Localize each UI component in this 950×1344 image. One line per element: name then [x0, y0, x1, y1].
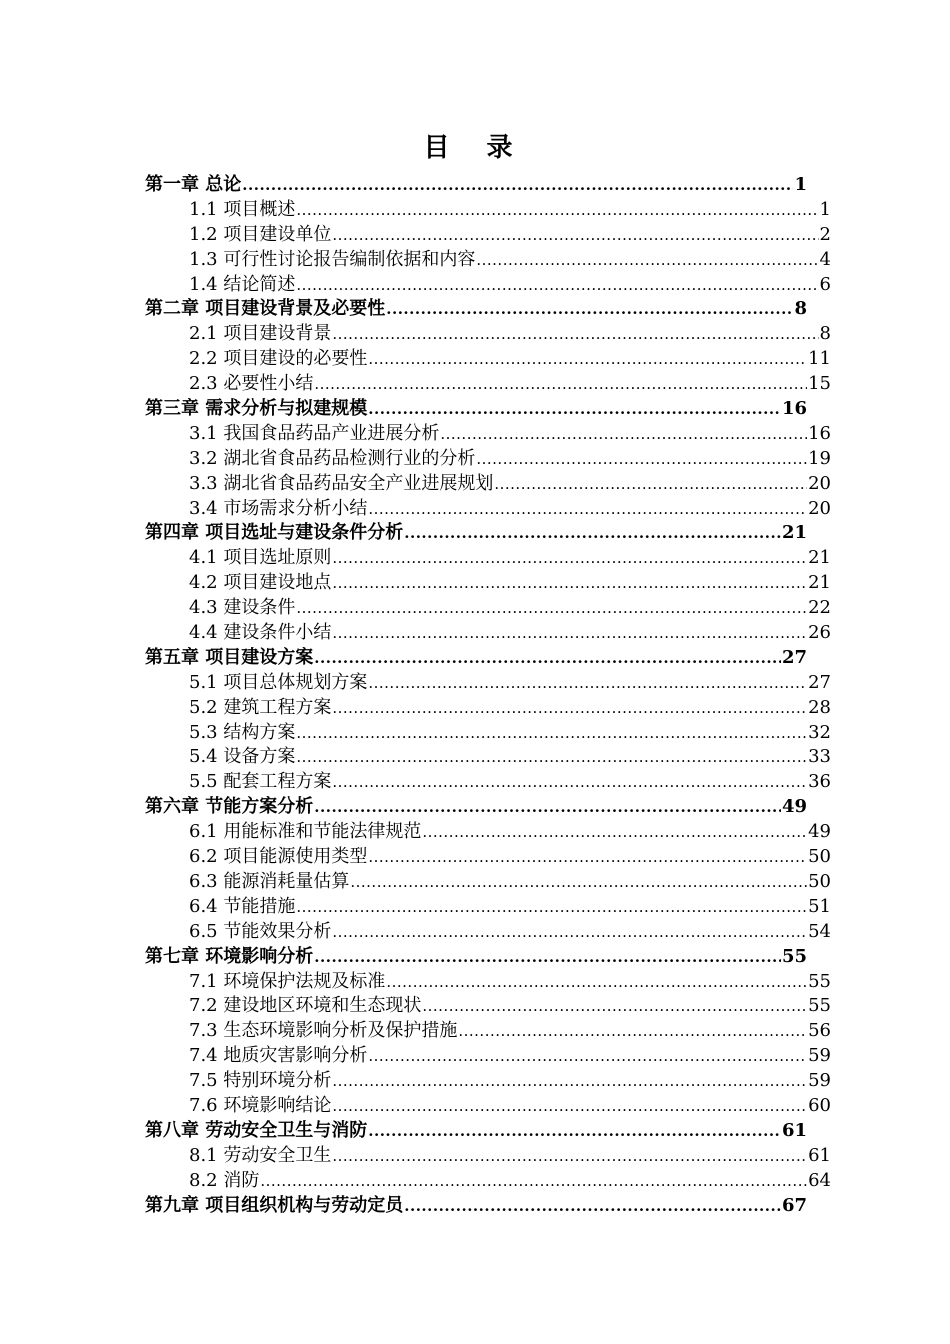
toc-entry-page-number: 59	[808, 1045, 831, 1067]
toc-entry-label: 4.3 建设条件	[189, 597, 296, 619]
dot-leader	[296, 721, 807, 746]
toc-entry-label: 1.1 项目概述	[189, 198, 296, 220]
toc-entry-page-number: 8	[819, 323, 831, 345]
toc-entry-page-number: 33	[808, 746, 831, 768]
dot-leader	[296, 273, 818, 298]
dot-leader	[368, 1119, 781, 1144]
page-title: 目 录	[423, 133, 527, 163]
toc-entry-page-number: 21	[808, 572, 831, 594]
toc-entry-page-number: 55	[781, 945, 807, 967]
toc-entry-page-number: 50	[808, 870, 831, 892]
dot-leader	[350, 870, 807, 895]
toc-entry-page-number: 21	[781, 522, 807, 544]
toc-section-entry[interactable]	[145, 422, 831, 447]
dot-leader	[296, 745, 807, 770]
dot-leader	[404, 1194, 781, 1219]
dot-leader	[296, 198, 818, 223]
toc-section-entry[interactable]	[145, 721, 831, 746]
toc-entry-page-number: 4	[819, 248, 831, 270]
toc-entry-label: 7.4 地质灾害影响分析	[189, 1045, 368, 1067]
toc-entry-label: 1.2 项目建设单位	[189, 223, 332, 245]
dot-leader	[260, 1169, 807, 1194]
toc-section-entry[interactable]	[145, 571, 831, 596]
toc-entry-page-number: 67	[781, 1194, 807, 1216]
toc-section-entry[interactable]	[145, 1019, 831, 1044]
toc-section-entry[interactable]	[145, 347, 831, 372]
toc-section-entry[interactable]	[145, 820, 831, 845]
toc-entry-label: 1.4 结论简述	[189, 273, 296, 295]
toc-entry-label: 第九章 项目组织机构与劳动定员	[145, 1194, 404, 1216]
toc-section-entry[interactable]	[145, 845, 831, 870]
toc-chapter-entry[interactable]	[145, 173, 807, 198]
toc-chapter-entry[interactable]	[145, 521, 807, 546]
toc-entry-label: 8.2 消防	[189, 1169, 260, 1191]
dot-leader	[422, 820, 807, 845]
toc-entry-page-number: 15	[808, 373, 831, 395]
toc-entry-page-number: 60	[808, 1094, 831, 1116]
toc-section-entry[interactable]	[145, 671, 831, 696]
toc-entry-page-number: 32	[808, 721, 831, 743]
toc-entry-page-number: 56	[808, 1020, 831, 1042]
toc-entry-label: 第三章 需求分析与拟建规模	[145, 398, 368, 420]
toc-entry-label: 第六章 节能方案分析	[145, 796, 314, 818]
toc-entry-label: 7.6 环境影响结论	[189, 1094, 332, 1116]
toc-chapter-entry[interactable]	[145, 1119, 807, 1144]
table-of-contents	[145, 173, 831, 1218]
toc-entry-label: 6.5 节能效果分析	[189, 920, 332, 942]
dot-leader	[332, 322, 818, 347]
toc-chapter-entry[interactable]	[145, 1194, 807, 1219]
toc-entry-page-number: 64	[808, 1169, 831, 1191]
toc-entry-label: 6.3 能源消耗量估算	[189, 870, 350, 892]
toc-entry-label: 2.3 必要性小结	[189, 373, 314, 395]
dot-leader	[494, 472, 807, 497]
toc-chapter-entry[interactable]	[145, 397, 807, 422]
toc-entry-page-number: 61	[781, 1119, 807, 1141]
toc-section-entry[interactable]	[145, 372, 831, 397]
dot-leader	[368, 1044, 807, 1069]
toc-entry-label: 3.3 湖北省食品药品安全产业进展规划	[189, 472, 494, 494]
dot-leader	[476, 248, 818, 273]
toc-entry-page-number: 36	[808, 771, 831, 793]
toc-section-entry[interactable]	[145, 546, 831, 571]
toc-section-entry[interactable]	[145, 497, 831, 522]
toc-chapter-entry[interactable]	[145, 646, 807, 671]
toc-entry-label: 2.1 项目建设背景	[189, 323, 332, 345]
toc-entry-page-number: 20	[808, 472, 831, 494]
toc-entry-label: 7.2 建设地区环境和生态现状	[189, 995, 422, 1017]
toc-entry-page-number: 16	[781, 398, 807, 420]
dot-leader	[314, 372, 807, 397]
toc-entry-label: 第二章 项目建设背景及必要性	[145, 298, 386, 320]
toc-section-entry[interactable]	[145, 273, 831, 298]
toc-entry-page-number: 6	[819, 273, 831, 295]
toc-entry-page-number: 22	[808, 597, 831, 619]
toc-section-entry[interactable]	[145, 770, 831, 795]
dot-leader	[368, 845, 807, 870]
toc-section-entry[interactable]	[145, 223, 831, 248]
toc-entry-page-number: 54	[808, 920, 831, 942]
toc-section-entry[interactable]	[145, 621, 831, 646]
toc-entry-page-number: 21	[808, 547, 831, 569]
toc-entry-label: 3.1 我国食品药品产业进展分析	[189, 422, 440, 444]
toc-section-entry[interactable]	[145, 1144, 831, 1169]
toc-entry-page-number: 16	[808, 422, 831, 444]
toc-entry-label: 5.4 设备方案	[189, 746, 296, 768]
toc-section-entry[interactable]	[145, 745, 831, 770]
dot-leader	[296, 895, 807, 920]
dot-leader	[386, 970, 807, 995]
toc-section-entry[interactable]	[145, 447, 831, 472]
toc-entry-label: 1.3 可行性讨论报告编制依据和内容	[189, 248, 476, 270]
toc-entry-page-number: 61	[808, 1144, 831, 1166]
toc-entry-page-number: 8	[794, 298, 807, 320]
toc-entry-label: 5.3 结构方案	[189, 721, 296, 743]
toc-entry-page-number: 55	[808, 970, 831, 992]
toc-chapter-entry[interactable]	[145, 297, 807, 322]
dot-leader	[440, 422, 807, 447]
dot-leader	[368, 397, 781, 422]
dot-leader	[314, 945, 781, 970]
dot-leader	[332, 696, 807, 721]
dot-leader	[332, 546, 807, 571]
toc-entry-page-number: 19	[808, 447, 831, 469]
toc-section-entry[interactable]	[145, 1094, 831, 1119]
toc-entry-label: 2.2 项目建设的必要性	[189, 348, 368, 370]
toc-entry-label: 3.4 市场需求分析小结	[189, 497, 368, 519]
dot-leader	[332, 770, 807, 795]
toc-entry-page-number: 1	[794, 174, 807, 195]
toc-entry-label: 3.2 湖北省食品药品检测行业的分析	[189, 447, 476, 469]
toc-entry-label: 第四章 项目选址与建设条件分析	[145, 522, 404, 544]
toc-entry-label: 6.4 节能措施	[189, 895, 296, 917]
toc-entry-label: 第一章 总论	[145, 174, 242, 195]
dot-leader	[386, 297, 793, 322]
toc-entry-label: 4.2 项目建设地点	[189, 572, 332, 594]
toc-entry-page-number: 55	[808, 995, 831, 1017]
toc-entry-page-number: 27	[781, 646, 807, 668]
toc-entry-label: 5.1 项目总体规划方案	[189, 671, 368, 693]
toc-section-entry[interactable]	[145, 920, 831, 945]
toc-entry-label: 第七章 环境影响分析	[145, 945, 314, 967]
toc-section-entry[interactable]	[145, 895, 831, 920]
toc-entry-label: 6.1 用能标准和节能法律规范	[189, 821, 422, 843]
toc-chapter-entry[interactable]	[145, 945, 807, 970]
dot-leader	[476, 447, 807, 472]
dot-leader	[422, 994, 807, 1019]
toc-entry-page-number: 11	[808, 348, 831, 370]
toc-entry-label: 4.4 建设条件小结	[189, 622, 332, 644]
toc-entry-page-number: 49	[808, 821, 831, 843]
toc-entry-label: 7.5 特别环境分析	[189, 1070, 332, 1092]
dot-leader	[332, 1069, 807, 1094]
dot-leader	[332, 571, 807, 596]
dot-leader	[332, 621, 807, 646]
toc-entry-label: 7.1 环境保护法规及标准	[189, 970, 386, 992]
toc-entry-label: 第八章 劳动安全卫生与消防	[145, 1119, 368, 1141]
toc-section-entry[interactable]	[145, 696, 831, 721]
dot-leader	[242, 173, 793, 198]
toc-entry-page-number: 51	[808, 895, 831, 917]
toc-section-entry[interactable]	[145, 970, 831, 995]
toc-entry-page-number: 28	[808, 696, 831, 718]
dot-leader	[458, 1019, 807, 1044]
dot-leader	[314, 795, 781, 820]
dot-leader	[332, 1094, 807, 1119]
toc-section-entry[interactable]	[145, 248, 831, 273]
toc-section-entry[interactable]	[145, 472, 831, 497]
toc-entry-page-number: 1	[819, 198, 831, 220]
dot-leader	[332, 223, 818, 248]
toc-entry-label: 5.2 建筑工程方案	[189, 696, 332, 718]
toc-entry-page-number: 59	[808, 1070, 831, 1092]
toc-entry-page-number: 26	[808, 622, 831, 644]
dot-leader	[368, 347, 807, 372]
dot-leader	[314, 646, 781, 671]
toc-section-entry[interactable]	[145, 1169, 831, 1194]
toc-entry-label: 8.1 劳动安全卫生	[189, 1144, 332, 1166]
toc-section-entry[interactable]	[145, 322, 831, 347]
toc-entry-page-number: 27	[808, 671, 831, 693]
toc-section-entry[interactable]	[145, 1069, 831, 1094]
dot-leader	[368, 497, 807, 522]
dot-leader	[296, 596, 807, 621]
toc-entry-page-number: 20	[808, 497, 831, 519]
toc-entry-page-number: 50	[808, 846, 831, 868]
toc-entry-label: 4.1 项目选址原则	[189, 547, 332, 569]
toc-entry-label: 第五章 项目建设方案	[145, 646, 314, 668]
dot-leader	[332, 1144, 807, 1169]
dot-leader	[368, 671, 807, 696]
dot-leader	[332, 920, 807, 945]
toc-section-entry[interactable]	[145, 198, 831, 223]
toc-section-entry[interactable]	[145, 994, 831, 1019]
toc-entry-label: 6.2 项目能源使用类型	[189, 846, 368, 868]
toc-chapter-entry[interactable]	[145, 795, 807, 820]
toc-entry-label: 7.3 生态环境影响分析及保护措施	[189, 1020, 458, 1042]
toc-section-entry[interactable]	[145, 1044, 831, 1069]
toc-entry-label: 5.5 配套工程方案	[189, 771, 332, 793]
toc-section-entry[interactable]	[145, 596, 831, 621]
toc-entry-page-number: 49	[781, 796, 807, 818]
toc-entry-page-number: 2	[819, 223, 831, 245]
dot-leader	[404, 521, 781, 546]
toc-section-entry[interactable]	[145, 870, 831, 895]
